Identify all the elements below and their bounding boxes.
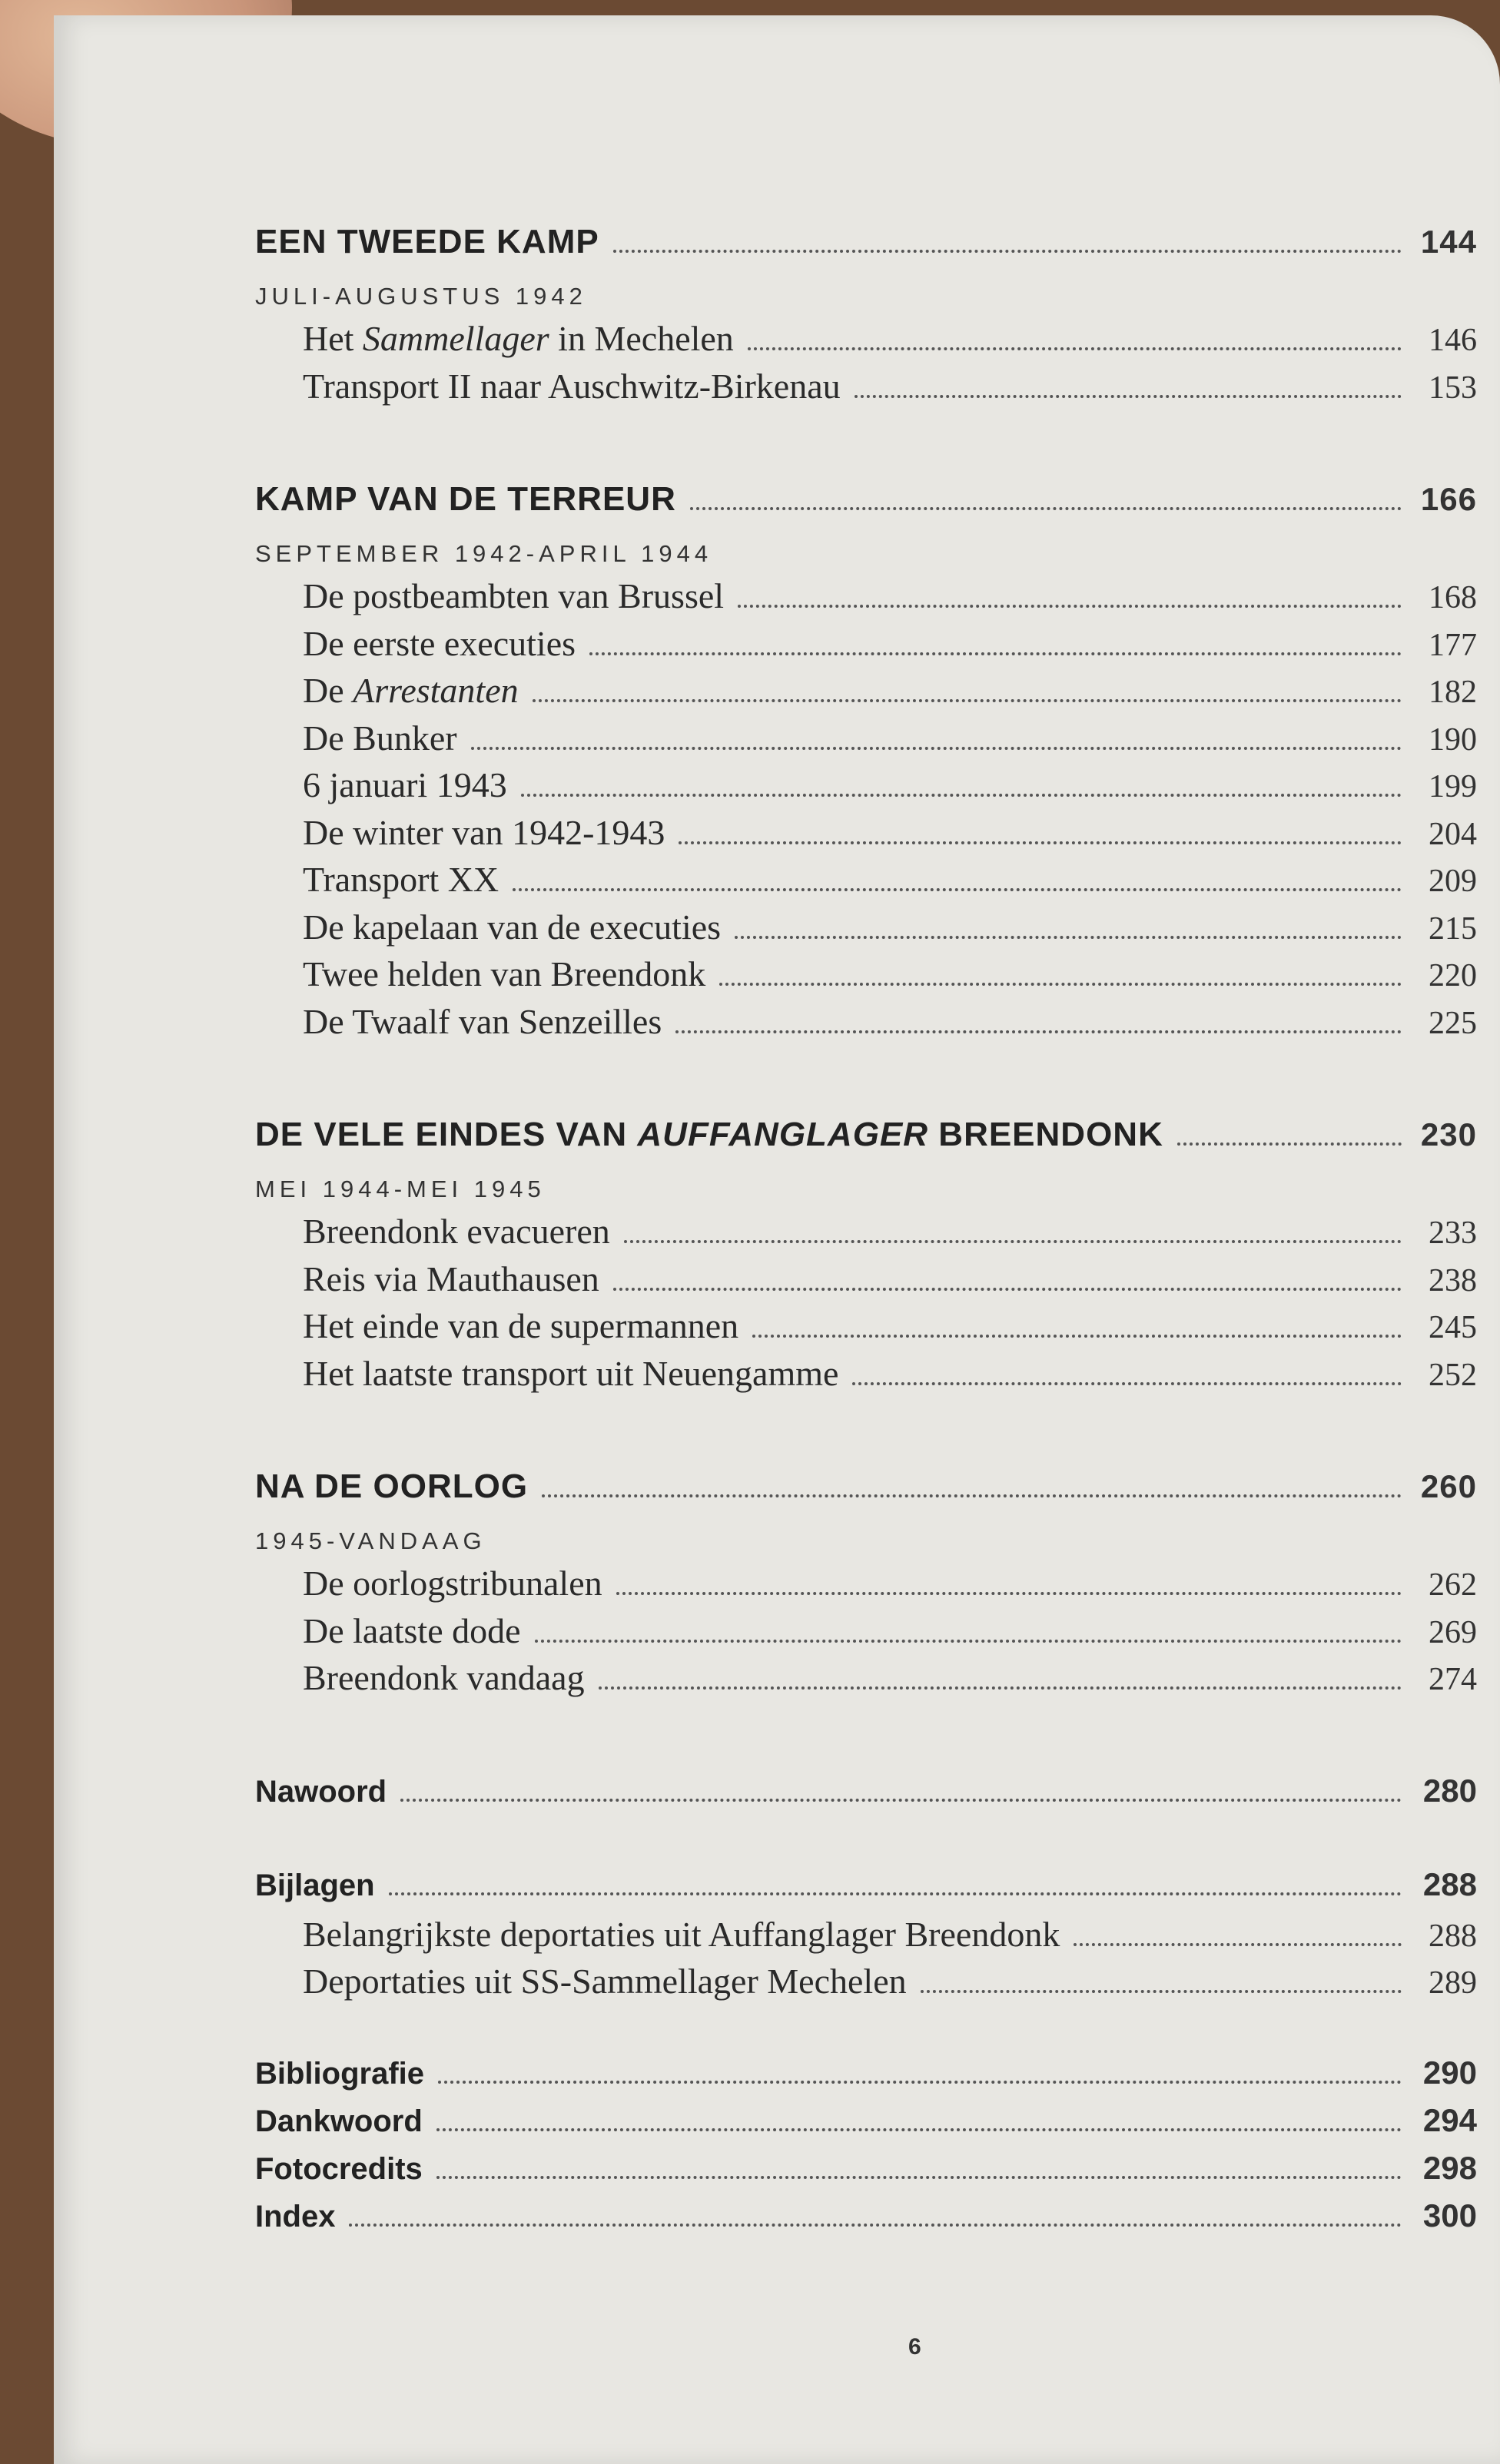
entry-title: De Arrestanten [303,671,519,710]
dot-leader [675,1030,1402,1033]
page-ref: 300 [1422,2197,1477,2234]
page-ref: 225 [1429,1005,1477,1041]
entry-title: Het Sammellager in Mechelen [303,319,734,358]
entry-title: Bijlagen [255,1868,375,1902]
toc-entry[interactable] [255,859,1477,907]
toc-entry[interactable] [255,1353,1477,1401]
dot-leader [855,395,1402,398]
dot-leader [513,888,1402,891]
dot-leader [921,1990,1402,1993]
dot-leader [616,1592,1402,1595]
entry-title: Fotocredits [255,2151,423,2186]
toc-section-4 [255,1467,1477,1705]
dot-leader [613,1288,1402,1291]
back-matter-block [255,2054,1477,2245]
page-ref: 215 [1429,910,1477,947]
dot-leader [535,1640,1402,1643]
page-ref: 245 [1429,1310,1477,1345]
toc-entry[interactable] [255,1610,1477,1658]
entry-title: De postbeambten van Brussel [303,576,725,615]
page-ref: 252 [1429,1357,1477,1393]
toc-entry[interactable] [255,953,1477,1001]
page-ref: 290 [1422,2054,1477,2091]
page-ref: 204 [1429,816,1477,852]
entry-title: De laatste dode [303,1610,521,1650]
entry-title: De oorlogstribunalen [303,1564,602,1603]
toc-entry[interactable] [255,670,1477,718]
entry-title: Index [255,2199,336,2234]
toc-entry[interactable] [255,575,1477,623]
toc-entry[interactable] [255,318,1477,366]
entry-title: Het laatste transport uit Neuengamme [303,1353,839,1393]
section-period: MEI 1944-MEI 1945 [255,1176,546,1202]
entry-title: De Bunker [303,718,457,758]
section-heading[interactable] [255,223,1477,275]
dot-leader [599,1686,1402,1690]
table-of-contents [255,223,1477,2245]
toc-entry-bijlagen[interactable] [255,1866,1477,1914]
toc-entry[interactable] [255,623,1477,671]
section-title: NA DE OORLOG [255,1467,529,1505]
page-ref: 220 [1429,958,1477,993]
toc-entry[interactable] [255,907,1477,954]
entry-title: Dankwoord [255,2104,423,2138]
toc-entry-fotocredits[interactable] [255,2150,1477,2197]
dot-leader [738,605,1402,608]
toc-entry[interactable] [255,1001,1477,1049]
toc-entry[interactable] [255,1305,1477,1353]
entry-title: Belangrijkste deportaties uit Auffanglager Breendonk [303,1914,1060,1954]
section-heading[interactable] [255,1467,1477,1520]
page-ref: 144 [1420,224,1477,260]
toc-section-3 [255,1116,1477,1400]
toc-entry-nawoord[interactable] [255,1773,1477,1820]
section-title: KAMP VAN DE TERREUR [255,480,676,518]
dot-leader [471,747,1402,750]
dot-leader [349,2224,1402,2227]
page-ref: 288 [1422,1865,1477,1902]
entry-title: 6 januari 1943 [303,765,507,804]
dot-leader [719,983,1402,986]
entry-title: Bibliografie [255,2056,425,2091]
section-heading[interactable] [255,1116,1477,1168]
toc-entry[interactable] [255,718,1477,765]
entry-title: De winter van 1942-1943 [303,812,665,852]
dot-leader [690,507,1402,510]
entry-title: De Twaalf van Senzeilles [303,1001,662,1041]
dot-leader [389,1892,1402,1895]
dot-leader [735,936,1402,939]
page-ref: 298 [1422,2149,1477,2186]
dot-leader [521,794,1402,797]
page-ref: 294 [1422,2101,1477,2138]
page-ref: 274 [1429,1662,1477,1697]
toc-entry[interactable] [255,1563,1477,1610]
dot-leader [624,1240,1402,1243]
dot-leader [613,250,1402,253]
page-ref: 238 [1429,1262,1477,1298]
entry-title: De eerste executies [303,623,576,663]
dot-leader [533,699,1402,702]
page-ref: 262 [1429,1567,1477,1603]
page-ref: 269 [1429,1614,1477,1650]
section-period: SEPTEMBER 1942-APRIL 1944 [255,540,713,567]
toc-entry[interactable] [255,1961,1477,2008]
dot-leader [852,1382,1402,1385]
section-heading[interactable] [255,480,1477,532]
toc-entry-dankwoord[interactable] [255,2102,1477,2150]
dot-leader [436,2176,1402,2179]
entry-title: De kapelaan van de executies [303,907,722,947]
entry-title: Het einde van de supermannen [303,1306,739,1345]
dot-leader [1074,1943,1402,1946]
page-ref: 230 [1420,1116,1477,1152]
section-period: 1945-VANDAAG [255,1527,486,1554]
entry-title: Breendonk vandaag [303,1658,585,1697]
toc-section-1 [255,223,1477,413]
page-ref: 260 [1420,1468,1477,1504]
section-title: DE VELE EINDES VAN AUFFANGLAGER BREENDONK [255,1116,1163,1153]
dot-leader [436,2128,1402,2131]
page-ref: 280 [1422,1772,1477,1809]
entry-title: Breendonk evacueren [303,1212,610,1251]
page-ref: 199 [1429,769,1477,804]
page-ref: 146 [1429,323,1477,358]
page-number: 6 [908,2334,921,2360]
dot-leader [679,841,1402,844]
toc-entry-bibliografie[interactable] [255,2054,1477,2102]
toc-entry[interactable] [255,1914,1477,1962]
bijlagen-block [255,1866,1477,2008]
page-ref: 182 [1429,675,1477,710]
entry-title: Deportaties uit SS-Sammellager Mechelen [303,1962,907,2001]
page-ref: 190 [1429,721,1477,758]
dot-leader [589,652,1402,655]
dot-leader [542,1494,1402,1497]
section-title: EEN TWEEDE KAMP [255,223,599,260]
page-ref: 289 [1429,1965,1477,2001]
page-ref: 177 [1429,627,1477,663]
dot-leader [438,2081,1402,2084]
toc-entry[interactable] [255,812,1477,860]
toc-entry-index[interactable] [255,2197,1477,2245]
page-ref: 153 [1429,370,1477,406]
page-ref: 288 [1429,1918,1477,1954]
page-ref: 168 [1429,580,1477,615]
dot-leader [752,1335,1402,1338]
toc-entry[interactable] [255,764,1477,812]
entry-title: Transport XX [303,860,499,899]
entry-title: Reis via Mauthausen [303,1259,599,1298]
dot-leader [1177,1142,1402,1146]
dot-leader [748,347,1402,350]
toc-entry[interactable] [255,1211,1477,1259]
dot-leader [400,1799,1402,1802]
book-page [54,15,1500,2464]
toc-entry[interactable] [255,366,1477,413]
page-ref: 166 [1420,481,1477,517]
entry-title: Nawoord [255,1774,387,1809]
entry-title: Transport II naar Auschwitz-Birkenau [303,366,841,406]
toc-entry[interactable] [255,1259,1477,1306]
entry-title: Twee helden van Breendonk [303,954,706,993]
page-ref: 233 [1429,1215,1477,1251]
page-ref: 209 [1429,864,1477,899]
toc-section-2 [255,480,1477,1048]
nawoord-block [255,1773,1477,1820]
toc-entry[interactable] [255,1657,1477,1705]
section-period: JULI-AUGUSTUS 1942 [255,283,587,310]
